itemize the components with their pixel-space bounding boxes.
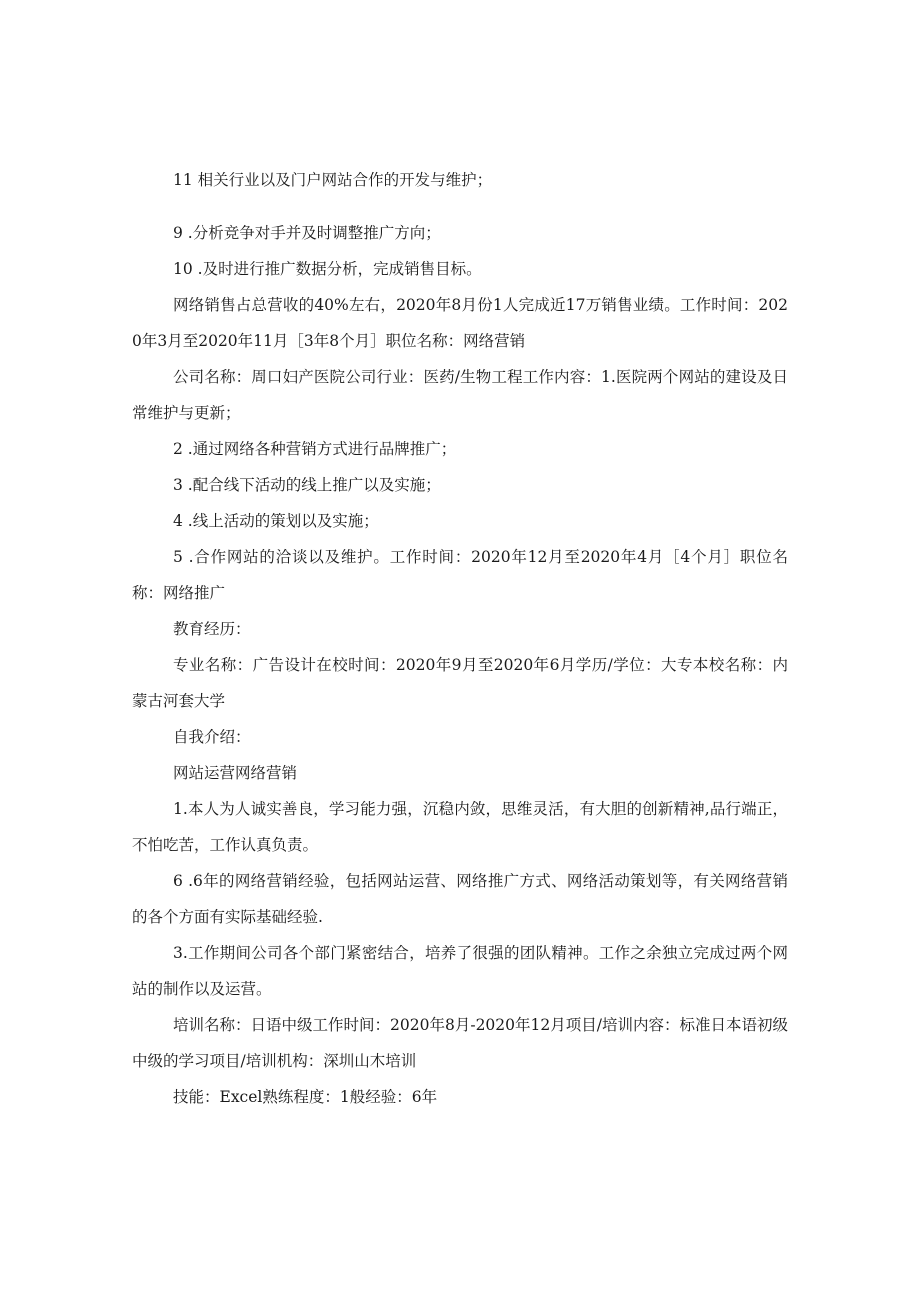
paragraph: 网络销售占总营收的40%左右，2020年8月份1人完成近17万销售业绩。工作时间：2020年3月至2020年11月［3年8个月］职位名称：网络营销	[132, 296, 788, 350]
paragraph: 技能：Excel熟练程度：1般经验：6年	[173, 1088, 438, 1106]
paragraph: 3.工作期间公司各个部门紧密结合，培养了很强的团队精神。工作之余独立完成过两个网站的制作以及运营。	[132, 944, 788, 998]
paragraph: 11 相关行业以及门户网站合作的开发与维护；	[173, 171, 493, 189]
paragraph: 专业名称：广告设计在校时间：2020年9月至2020年6月学历/学位：大专本校名称：内蒙古河套大学	[132, 656, 788, 710]
paragraph: 2 .通过网络各种营销方式进行品牌推广；	[173, 440, 457, 458]
paragraph: 培训名称：日语中级工作时间：2020年8月-2020年12月项目/培训内容：标准日本语初级中级的学习项目/培训机构：深圳山木培训	[132, 1016, 788, 1070]
paragraph: 9 .分析竞争对手并及时调整推广方向；	[173, 224, 441, 242]
paragraph: 教育经历：	[173, 620, 251, 638]
paragraph: 公司名称：周口妇产医院公司行业：医药/生物工程工作内容：1.医院两个网站的建设及日常维护与更新；	[132, 368, 788, 422]
paragraph: 网站运营网络营销	[173, 764, 298, 782]
paragraph: 1.本人为人诚实善良，学习能力强，沉稳内敛，思维灵活，有大胆的创新精神,品行端正，不怕吃苦，工作认真负责。	[132, 800, 788, 854]
paragraph: 4 .线上活动的策划以及实施；	[173, 512, 379, 530]
document-body	[132, 162, 788, 1115]
paragraph: 5 .合作网站的洽谈以及维护。工作时间：2020年12月至2020年4月［4个月］职位名称：网络推广	[132, 548, 788, 602]
paragraph: 3 .配合线下活动的线上推广以及实施；	[173, 476, 441, 494]
paragraph: 自我介绍：	[173, 728, 251, 746]
paragraph: 6 .6年的网络营销经验，包括网站运营、网络推广方式、网络活动策划等，有关网络营销的各个方面有实际基础经验.	[132, 872, 788, 926]
paragraph: 10 .及时进行推广数据分析，完成销售目标。	[173, 260, 482, 278]
